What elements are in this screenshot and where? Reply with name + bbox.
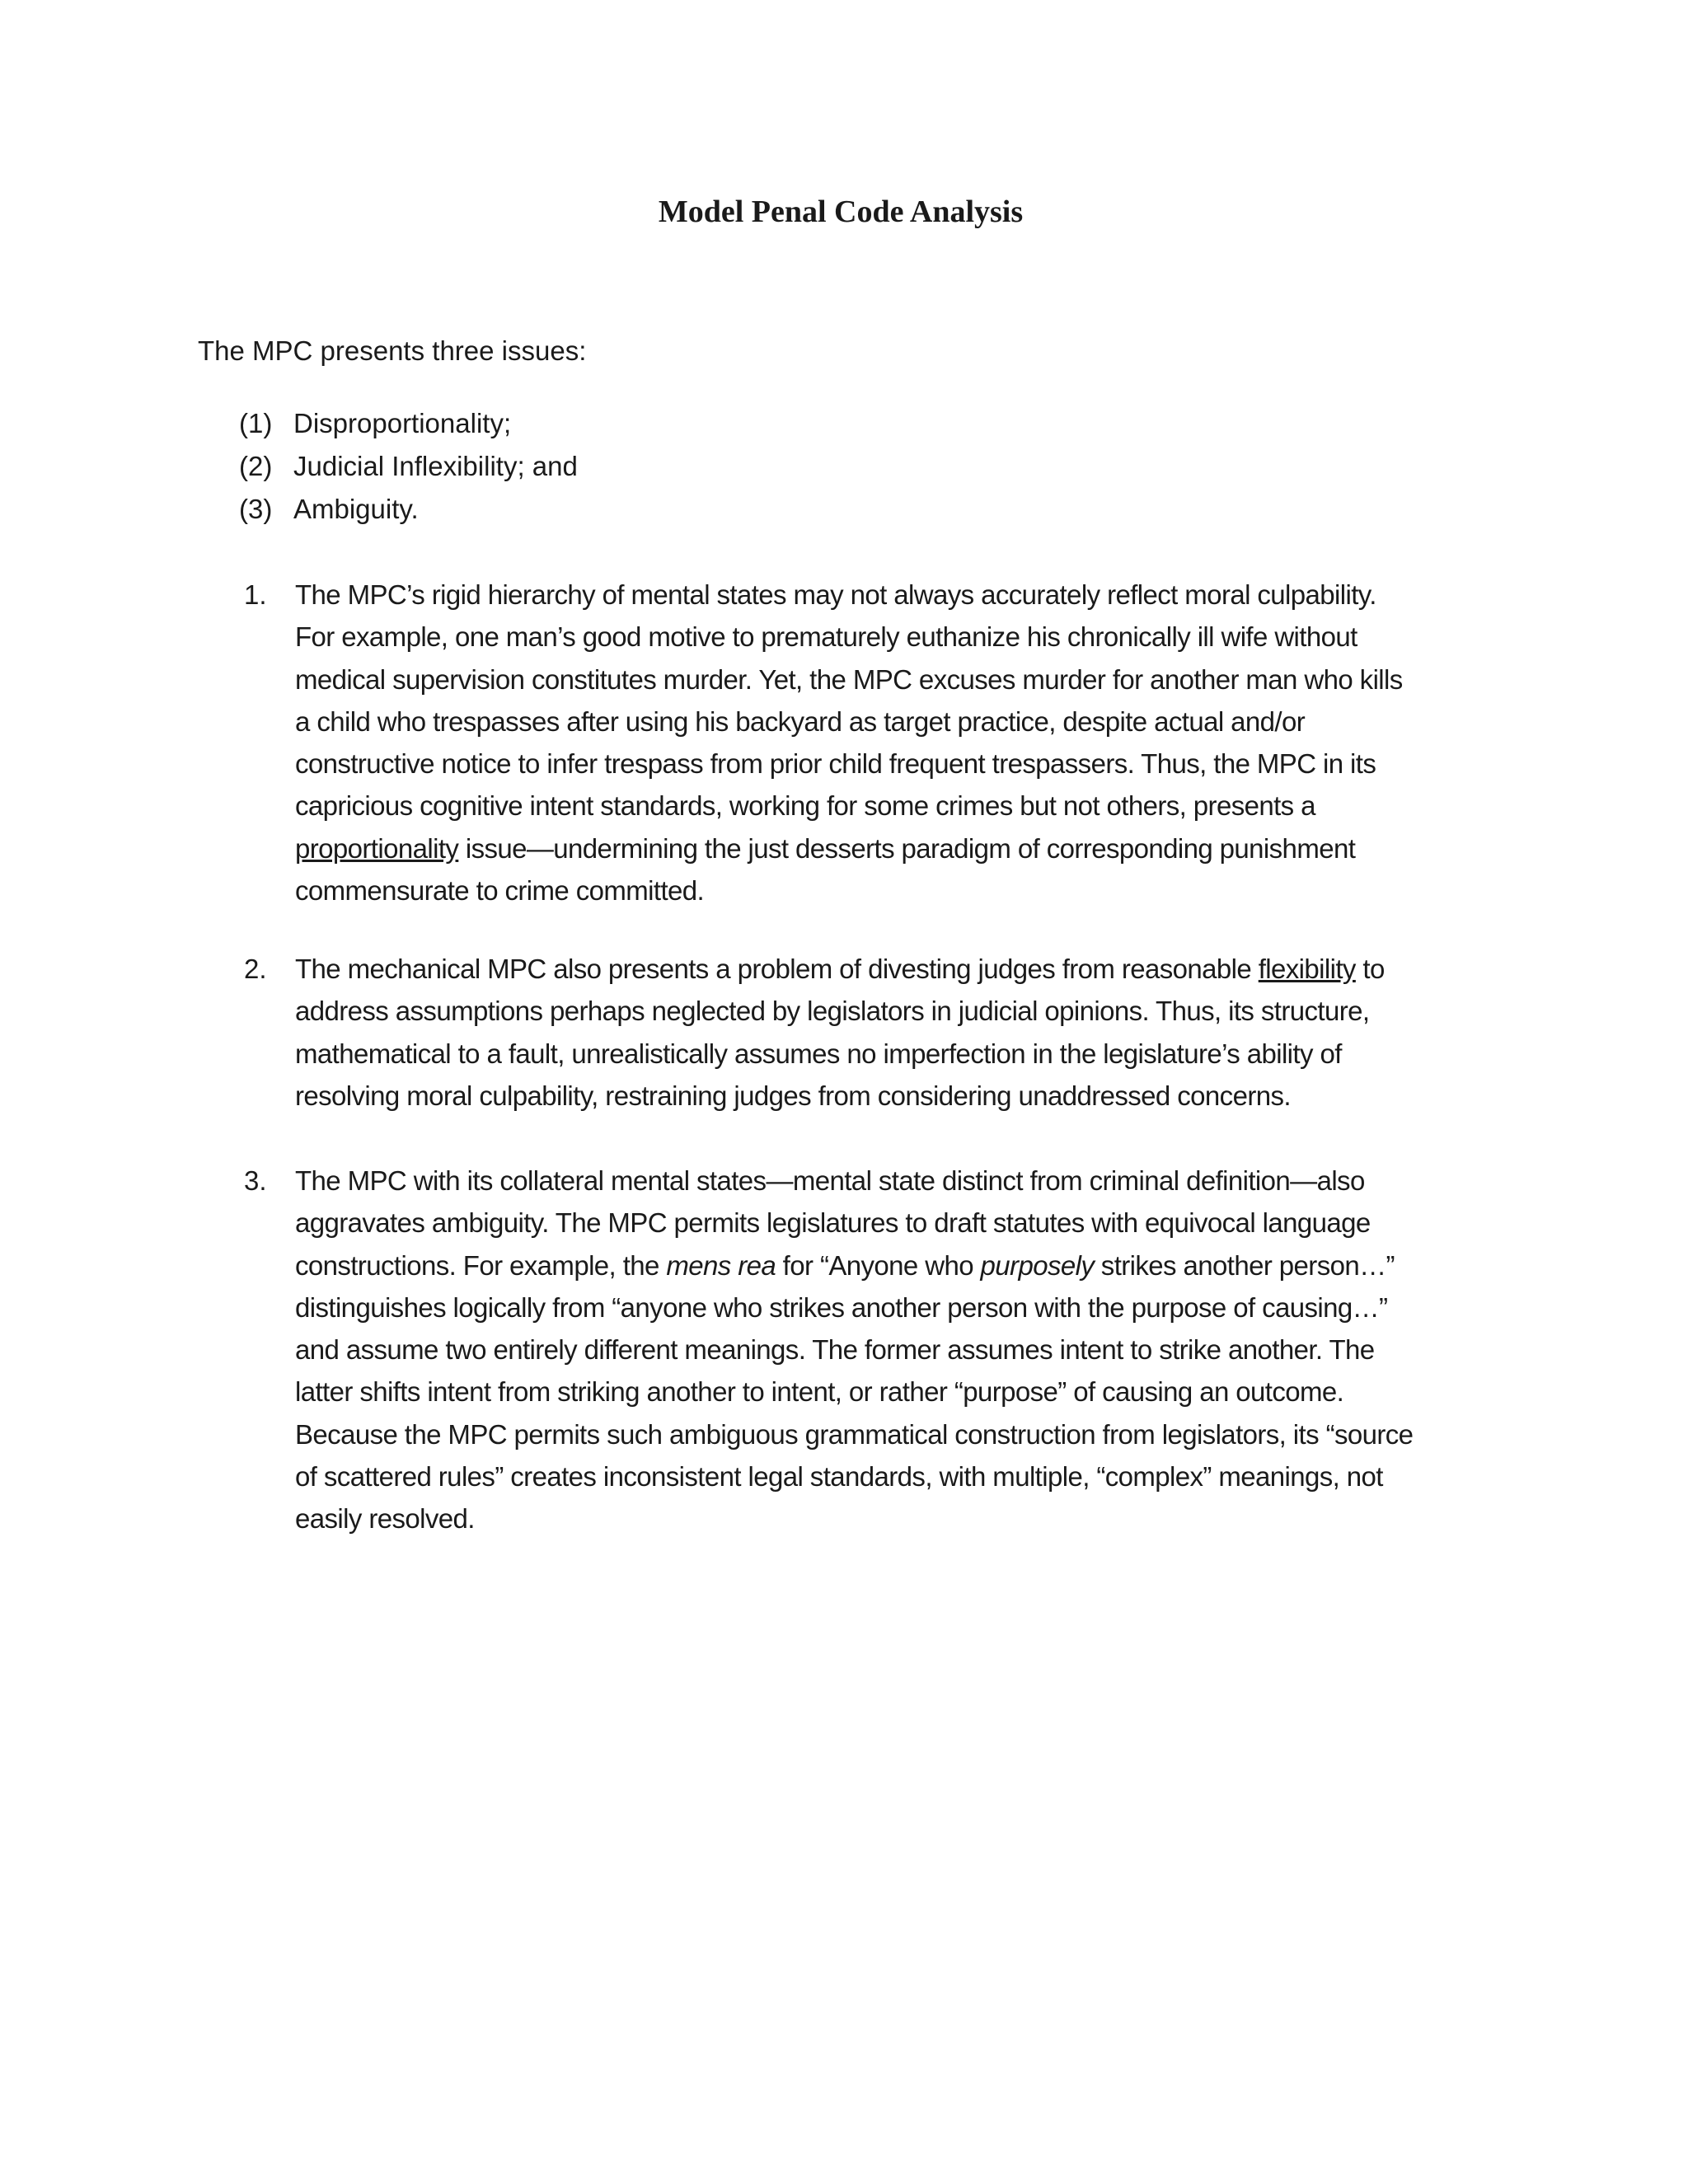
text-run: strikes another person…” (1094, 1249, 1395, 1281)
text-line: medical supervision constitutes murder. Yet, the MPC excuses murder for another man who kills (295, 663, 1403, 695)
paragraph-1 (244, 574, 1480, 912)
list-item (239, 402, 578, 445)
text-line (295, 1244, 1480, 1286)
text-run: for “Anyone who (776, 1249, 981, 1281)
text-line: commensurate to crime committed. (295, 875, 705, 907)
text-run: constructions. For example, the (295, 1249, 667, 1281)
italic-term: mens rea (666, 1249, 776, 1281)
text-line (295, 827, 1480, 869)
text-line: and assume two entirely different meanings. The former assumes intent to strike another. The (295, 1334, 1375, 1366)
issues-list (239, 402, 578, 531)
text-line: mathematical to a fault, unrealistically assumes no imperfection in the legislature’s ability of (295, 1038, 1342, 1069)
text-run: issue—undermining the just desserts paradigm of corresponding punishment (458, 832, 1356, 864)
paragraph-2 (244, 948, 1480, 1117)
list-item-number: (2) (239, 451, 273, 481)
paragraph-number: 3. (244, 1165, 267, 1196)
text-run: The mechanical MPC also presents a problem of divesting judges from reasonable (295, 954, 1259, 984)
text-line (295, 948, 1480, 990)
list-item (239, 488, 578, 531)
paragraph-3 (244, 1160, 1480, 1540)
underlined-term: flexibility (1258, 954, 1356, 984)
text-line: constructive notice to infer trespass from prior child frequent trespassers. Thus, the MPC in its (295, 748, 1376, 780)
list-item-text: Disproportionality; (293, 408, 512, 438)
italic-term: purposely (980, 1249, 1095, 1281)
text-line: resolving moral culpability, restraining judges from considering unaddressed concerns. (295, 1080, 1291, 1111)
list-item-text: Ambiguity. (293, 494, 419, 524)
text-line: a child who trespasses after using his backyard as target practice, despite actual and/or (295, 705, 1306, 737)
text-line: easily resolved. (295, 1503, 475, 1535)
list-item-number: (1) (239, 408, 273, 438)
list-item-number: (3) (239, 494, 273, 524)
page-title: Model Penal Code Analysis (658, 194, 1024, 229)
text-run: to (1355, 954, 1385, 984)
text-line: capricious cognitive intent standards, working for some crimes but not others, presents a (295, 790, 1315, 822)
text-line: address assumptions perhaps neglected by legislators in judicial opinions. Thus, its structure, (295, 996, 1370, 1027)
list-item-text: Judicial Inflexibility; and (293, 451, 578, 481)
text-line: aggravates ambiguity. The MPC permits legislatures to draft statutes with equivocal language (295, 1207, 1371, 1239)
text-line: Because the MPC permits such ambiguous grammatical construction from legislators, its “source (295, 1418, 1414, 1450)
list-item (239, 445, 578, 488)
underlined-term: proportionality (295, 832, 459, 864)
paragraph-number: 2. (244, 954, 267, 984)
text-line: distinguishes logically from “anyone who strikes another person with the purpose of causing…” (295, 1291, 1388, 1323)
text-line: latter shifts intent from striking another to intent, or rather “purpose” of causing an outcome. (295, 1376, 1344, 1408)
text-line: of scattered rules” creates inconsistent legal standards, with multiple, “complex” meanings, not (295, 1461, 1383, 1493)
text-line: The MPC with its collateral mental states—mental state distinct from criminal definition—also (295, 1165, 1365, 1196)
intro-text: The MPC presents three issues: (198, 335, 587, 366)
text-line: For example, one man’s good motive to prematurely euthanize his chronically ill wife without (295, 621, 1357, 653)
paragraph-number: 1. (244, 579, 267, 610)
text-line: The MPC’s rigid hierarchy of mental states may not always accurately reflect moral culpability. (295, 579, 1376, 610)
